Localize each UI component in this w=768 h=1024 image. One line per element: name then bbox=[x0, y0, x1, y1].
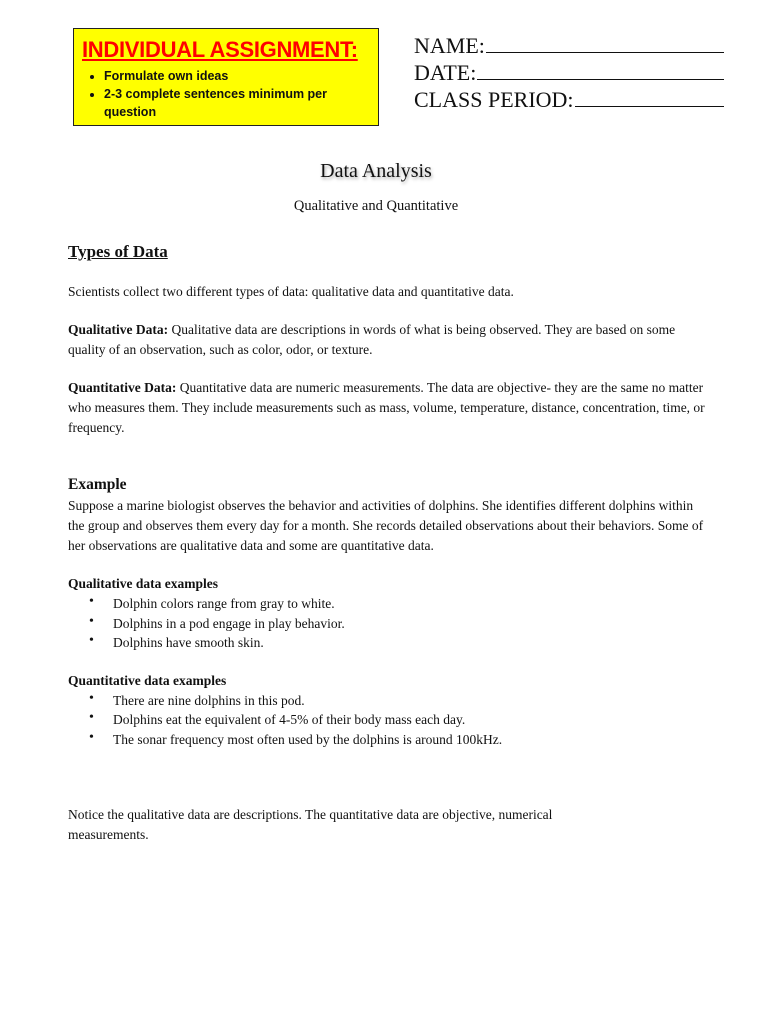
qualitative-definition bbox=[68, 320, 708, 360]
list-item: • Dolphins eat the equivalent of 4-5% of their body mass each day. bbox=[113, 710, 708, 730]
name-label: NAME: bbox=[414, 33, 485, 58]
document-subtitle: Qualitative and Quantitative bbox=[293, 198, 459, 214]
name-blank[interactable] bbox=[486, 34, 724, 53]
list-item: • The sonar frequency most often used by the dolphins is around 100kHz. bbox=[113, 730, 708, 750]
list-item: • Dolphins have smooth skin. bbox=[113, 633, 708, 653]
date-blank[interactable] bbox=[477, 61, 724, 80]
types-intro: Scientists collect two different types of data: qualitative data and quantitative data. bbox=[68, 284, 514, 299]
assignment-box bbox=[73, 28, 379, 126]
assignment-title: INDIVIDUAL ASSIGNMENT: bbox=[82, 37, 358, 62]
qualitative-label: Qualitative Data: bbox=[68, 322, 169, 337]
example-heading: Example bbox=[68, 476, 127, 493]
class-period-field[interactable] bbox=[414, 86, 724, 113]
quantitative-label: Quantitative Data: bbox=[68, 380, 177, 395]
list-item: • There are nine dolphins in this pod. bbox=[113, 691, 708, 711]
assignment-item: • Formulate own ideas bbox=[104, 67, 372, 85]
qualitative-examples-list bbox=[68, 594, 708, 653]
conclusion-text: Notice the qualitative data are descriptions. The quantitative data are objective, numerical measurements. bbox=[68, 807, 553, 842]
assignment-list bbox=[82, 67, 372, 121]
list-item: • Dolphins in a pod engage in play behavior. bbox=[113, 614, 708, 634]
list-item: • Dolphin colors range from gray to white. bbox=[113, 594, 708, 614]
qualitative-examples-heading: Qualitative data examples bbox=[68, 576, 218, 591]
types-of-data-heading: Types of Data bbox=[68, 242, 168, 261]
quantitative-definition bbox=[68, 378, 708, 438]
date-label: DATE: bbox=[414, 60, 477, 85]
name-field[interactable] bbox=[414, 32, 724, 59]
assignment-item: • 2-3 complete sentences minimum per question bbox=[104, 85, 372, 121]
qualitative-text: Qualitative data are descriptions in words of what is being observed. They are based on some quality of an observation, such as color, odor, or texture. bbox=[68, 322, 676, 357]
student-info-fields bbox=[414, 32, 724, 113]
class-period-blank[interactable] bbox=[575, 88, 724, 107]
date-field[interactable] bbox=[414, 59, 724, 86]
document-body bbox=[68, 238, 708, 845]
document-title: Data Analysis bbox=[320, 160, 432, 182]
quantitative-text: Quantitative data are numeric measurements. The data are objective- they are the same no matter who measures them. They include measurements such as mass, volume, temperature, distance, concentration, time, or frequency. bbox=[68, 380, 705, 435]
quantitative-examples-heading: Quantitative data examples bbox=[68, 672, 227, 688]
example-text: Suppose a marine biologist observes the behavior and activities of dolphins. She identifies different dolphins within the group and observes them every day for a month. She records detailed observations about their behaviors. Some of her observations are qualitative data and some are quantitative data. bbox=[68, 498, 704, 553]
quantitative-examples-list bbox=[68, 691, 708, 750]
class-period-label: CLASS PERIOD: bbox=[414, 87, 574, 112]
